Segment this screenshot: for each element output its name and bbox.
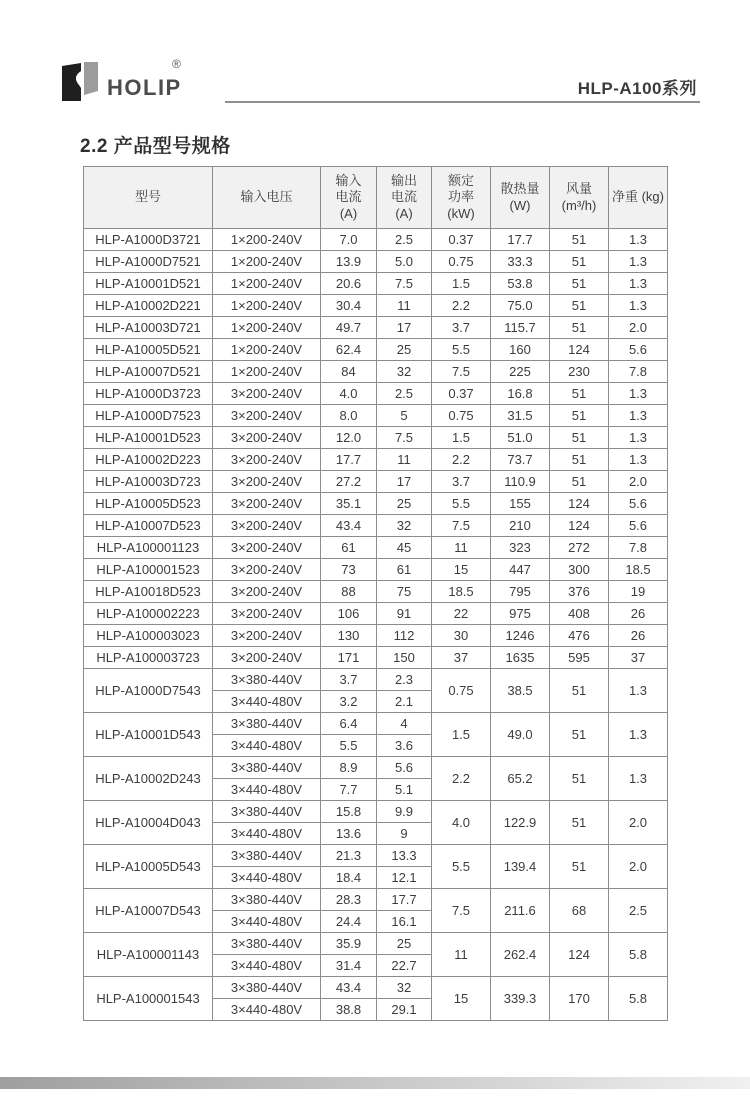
input-current-cell: 5.5: [321, 735, 377, 757]
net-weight-cell: 26: [609, 625, 668, 647]
model-cell: HLP-A1000D7523: [84, 405, 213, 427]
input-current-cell: 3.7: [321, 669, 377, 691]
input-voltage-cell: 1×200-240V: [213, 273, 321, 295]
airflow-cell: 51: [550, 405, 609, 427]
airflow-cell: 124: [550, 493, 609, 515]
output-current-cell: 2.5: [377, 229, 432, 251]
rated-power-cell: 5.5: [432, 339, 491, 361]
model-cell: HLP-A1000D3721: [84, 229, 213, 251]
table-row: [84, 273, 668, 295]
net-weight-cell: 1.3: [609, 757, 668, 801]
net-weight-cell: 2.0: [609, 317, 668, 339]
input-voltage-cell: 1×200-240V: [213, 229, 321, 251]
input-current-cell: 30.4: [321, 295, 377, 317]
airflow-cell: 51: [550, 471, 609, 493]
input-current-cell: 12.0: [321, 427, 377, 449]
airflow-cell: 51: [550, 383, 609, 405]
table-row: [84, 471, 668, 493]
heat-dissipation-cell: 38.5: [491, 669, 550, 713]
rated-power-cell: 11: [432, 537, 491, 559]
model-cell: HLP-A10005D521: [84, 339, 213, 361]
output-current-cell: 9.9: [377, 801, 432, 823]
input-voltage-cell: 3×200-240V: [213, 383, 321, 405]
input-voltage-cell: 3×380-440V: [213, 889, 321, 911]
airflow-cell: 51: [550, 713, 609, 757]
table-row: [84, 647, 668, 669]
output-current-cell: 25: [377, 933, 432, 955]
table-row: [84, 449, 668, 471]
column-header-7: 净重 (kg): [609, 167, 668, 229]
model-cell: HLP-A100002223: [84, 603, 213, 625]
output-current-cell: 17: [377, 471, 432, 493]
column-header-6: 风量 (m³/h): [550, 167, 609, 229]
output-current-cell: 17.7: [377, 889, 432, 911]
model-cell: HLP-A10018D523: [84, 581, 213, 603]
output-current-cell: 9: [377, 823, 432, 845]
heat-dissipation-cell: 51.0: [491, 427, 550, 449]
airflow-cell: 170: [550, 977, 609, 1021]
rated-power-cell: 0.75: [432, 251, 491, 273]
rated-power-cell: 3.7: [432, 317, 491, 339]
input-voltage-cell: 3×440-480V: [213, 823, 321, 845]
input-voltage-cell: 3×440-480V: [213, 911, 321, 933]
table-row: [84, 889, 668, 911]
input-current-cell: 3.2: [321, 691, 377, 713]
output-current-cell: 91: [377, 603, 432, 625]
net-weight-cell: 18.5: [609, 559, 668, 581]
net-weight-cell: 1.3: [609, 405, 668, 427]
input-current-cell: 27.2: [321, 471, 377, 493]
airflow-cell: 51: [550, 757, 609, 801]
input-current-cell: 88: [321, 581, 377, 603]
airflow-cell: 124: [550, 515, 609, 537]
input-current-cell: 13.6: [321, 823, 377, 845]
model-cell: HLP-A10002D243: [84, 757, 213, 801]
table-row: [84, 405, 668, 427]
heat-dissipation-cell: 49.0: [491, 713, 550, 757]
output-current-cell: 2.3: [377, 669, 432, 691]
table-row: [84, 383, 668, 405]
airflow-cell: 51: [550, 427, 609, 449]
input-voltage-cell: 3×200-240V: [213, 471, 321, 493]
model-cell: HLP-A10003D723: [84, 471, 213, 493]
input-current-cell: 171: [321, 647, 377, 669]
input-current-cell: 7.7: [321, 779, 377, 801]
spec-table-head: [84, 167, 668, 229]
output-current-cell: 11: [377, 449, 432, 471]
rated-power-cell: 15: [432, 977, 491, 1021]
column-header-0: 型号: [84, 167, 213, 229]
input-current-cell: 35.9: [321, 933, 377, 955]
model-cell: HLP-A10005D543: [84, 845, 213, 889]
model-cell: HLP-A10004D043: [84, 801, 213, 845]
table-row: [84, 757, 668, 779]
input-voltage-cell: 3×200-240V: [213, 405, 321, 427]
heat-dissipation-cell: 795: [491, 581, 550, 603]
output-current-cell: 7.5: [377, 273, 432, 295]
output-current-cell: 5.6: [377, 757, 432, 779]
input-voltage-cell: 3×200-240V: [213, 625, 321, 647]
input-voltage-cell: 3×200-240V: [213, 537, 321, 559]
heat-dissipation-cell: 65.2: [491, 757, 550, 801]
table-row: [84, 339, 668, 361]
airflow-cell: 476: [550, 625, 609, 647]
airflow-cell: 51: [550, 317, 609, 339]
input-voltage-cell: 3×380-440V: [213, 757, 321, 779]
rated-power-cell: 7.5: [432, 515, 491, 537]
rated-power-cell: 1.5: [432, 273, 491, 295]
net-weight-cell: 19: [609, 581, 668, 603]
input-current-cell: 49.7: [321, 317, 377, 339]
airflow-cell: 51: [550, 449, 609, 471]
table-row: [84, 845, 668, 867]
rated-power-cell: 2.2: [432, 295, 491, 317]
column-header-3: 输出 电流 (A): [377, 167, 432, 229]
output-current-cell: 32: [377, 515, 432, 537]
airflow-cell: 124: [550, 933, 609, 977]
model-cell: HLP-A1000D3723: [84, 383, 213, 405]
table-row: [84, 933, 668, 955]
heat-dissipation-cell: 31.5: [491, 405, 550, 427]
model-cell: HLP-A10001D523: [84, 427, 213, 449]
input-voltage-cell: 3×440-480V: [213, 867, 321, 889]
input-voltage-cell: 3×200-240V: [213, 603, 321, 625]
model-cell: HLP-A10001D521: [84, 273, 213, 295]
output-current-cell: 7.5: [377, 427, 432, 449]
heat-dissipation-cell: 1246: [491, 625, 550, 647]
net-weight-cell: 2.0: [609, 471, 668, 493]
column-header-2: 输入 电流 (A): [321, 167, 377, 229]
model-cell: HLP-A100001143: [84, 933, 213, 977]
input-current-cell: 38.8: [321, 999, 377, 1021]
input-current-cell: 18.4: [321, 867, 377, 889]
airflow-cell: 408: [550, 603, 609, 625]
net-weight-cell: 7.8: [609, 361, 668, 383]
airflow-cell: 51: [550, 845, 609, 889]
airflow-cell: 272: [550, 537, 609, 559]
output-current-cell: 5.1: [377, 779, 432, 801]
airflow-cell: 51: [550, 295, 609, 317]
rated-power-cell: 2.2: [432, 449, 491, 471]
input-voltage-cell: 3×440-480V: [213, 955, 321, 977]
input-voltage-cell: 3×380-440V: [213, 845, 321, 867]
output-current-cell: 2.1: [377, 691, 432, 713]
input-voltage-cell: 3×380-440V: [213, 933, 321, 955]
airflow-cell: 51: [550, 801, 609, 845]
output-current-cell: 32: [377, 977, 432, 999]
net-weight-cell: 5.6: [609, 493, 668, 515]
net-weight-cell: 5.6: [609, 515, 668, 537]
rated-power-cell: 7.5: [432, 361, 491, 383]
airflow-cell: 124: [550, 339, 609, 361]
airflow-cell: 51: [550, 251, 609, 273]
input-current-cell: 43.4: [321, 515, 377, 537]
heat-dissipation-cell: 155: [491, 493, 550, 515]
input-current-cell: 7.0: [321, 229, 377, 251]
input-voltage-cell: 3×200-240V: [213, 559, 321, 581]
rated-power-cell: 22: [432, 603, 491, 625]
output-current-cell: 2.5: [377, 383, 432, 405]
output-current-cell: 29.1: [377, 999, 432, 1021]
heat-dissipation-cell: 110.9: [491, 471, 550, 493]
net-weight-cell: 1.3: [609, 229, 668, 251]
input-current-cell: 13.9: [321, 251, 377, 273]
model-cell: HLP-A10007D521: [84, 361, 213, 383]
input-current-cell: 62.4: [321, 339, 377, 361]
heat-dissipation-cell: 160: [491, 339, 550, 361]
airflow-cell: 51: [550, 229, 609, 251]
table-row: [84, 317, 668, 339]
spec-table-body: [84, 229, 668, 1021]
net-weight-cell: 1.3: [609, 427, 668, 449]
table-row: [84, 229, 668, 251]
heat-dissipation-cell: 53.8: [491, 273, 550, 295]
footer-gradient-bar: [0, 1077, 750, 1089]
holip-logo: [60, 57, 260, 105]
input-voltage-cell: 3×200-240V: [213, 515, 321, 537]
input-current-cell: 130: [321, 625, 377, 647]
heat-dissipation-cell: 122.9: [491, 801, 550, 845]
rated-power-cell: 0.37: [432, 229, 491, 251]
output-current-cell: 61: [377, 559, 432, 581]
heat-dissipation-cell: 323: [491, 537, 550, 559]
input-current-cell: 61: [321, 537, 377, 559]
model-cell: HLP-A10003D721: [84, 317, 213, 339]
output-current-cell: 75: [377, 581, 432, 603]
table-row: [84, 977, 668, 999]
input-voltage-cell: 1×200-240V: [213, 339, 321, 361]
brand-name: HOLIP: [107, 75, 182, 100]
rated-power-cell: 1.5: [432, 713, 491, 757]
model-cell: HLP-A10007D543: [84, 889, 213, 933]
airflow-cell: 230: [550, 361, 609, 383]
rated-power-cell: 3.7: [432, 471, 491, 493]
model-cell: HLP-A1000D7521: [84, 251, 213, 273]
table-row: [84, 493, 668, 515]
heat-dissipation-cell: 262.4: [491, 933, 550, 977]
heat-dissipation-cell: 211.6: [491, 889, 550, 933]
input-current-cell: 8.9: [321, 757, 377, 779]
rated-power-cell: 7.5: [432, 889, 491, 933]
rated-power-cell: 5.5: [432, 845, 491, 889]
input-voltage-cell: 3×440-480V: [213, 779, 321, 801]
input-voltage-cell: 3×200-240V: [213, 449, 321, 471]
input-current-cell: 6.4: [321, 713, 377, 735]
input-current-cell: 84: [321, 361, 377, 383]
heat-dissipation-cell: 1635: [491, 647, 550, 669]
input-voltage-cell: 3×380-440V: [213, 713, 321, 735]
table-row: [84, 295, 668, 317]
net-weight-cell: 5.6: [609, 339, 668, 361]
heat-dissipation-cell: 447: [491, 559, 550, 581]
net-weight-cell: 26: [609, 603, 668, 625]
input-current-cell: 24.4: [321, 911, 377, 933]
model-cell: HLP-A100001543: [84, 977, 213, 1021]
table-row: [84, 801, 668, 823]
input-voltage-cell: 1×200-240V: [213, 361, 321, 383]
rated-power-cell: 0.37: [432, 383, 491, 405]
rated-power-cell: 37: [432, 647, 491, 669]
output-current-cell: 12.1: [377, 867, 432, 889]
input-voltage-cell: 1×200-240V: [213, 251, 321, 273]
table-row: [84, 713, 668, 735]
column-header-1: 输入电压: [213, 167, 321, 229]
table-row: [84, 427, 668, 449]
spec-table: [83, 166, 668, 1021]
rated-power-cell: 5.5: [432, 493, 491, 515]
input-voltage-cell: 3×200-240V: [213, 427, 321, 449]
input-current-cell: 73: [321, 559, 377, 581]
net-weight-cell: 2.0: [609, 801, 668, 845]
input-current-cell: 31.4: [321, 955, 377, 977]
rated-power-cell: 30: [432, 625, 491, 647]
airflow-cell: 51: [550, 273, 609, 295]
airflow-cell: 376: [550, 581, 609, 603]
input-current-cell: 43.4: [321, 977, 377, 999]
header-row: [84, 167, 668, 229]
output-current-cell: 112: [377, 625, 432, 647]
output-current-cell: 4: [377, 713, 432, 735]
input-voltage-cell: 3×440-480V: [213, 691, 321, 713]
input-current-cell: 28.3: [321, 889, 377, 911]
input-current-cell: 8.0: [321, 405, 377, 427]
airflow-cell: 51: [550, 669, 609, 713]
output-current-cell: 17: [377, 317, 432, 339]
heat-dissipation-cell: 225: [491, 361, 550, 383]
input-voltage-cell: 1×200-240V: [213, 317, 321, 339]
model-cell: HLP-A100003023: [84, 625, 213, 647]
input-voltage-cell: 3×200-240V: [213, 581, 321, 603]
input-voltage-cell: 3×440-480V: [213, 735, 321, 757]
heat-dissipation-cell: 139.4: [491, 845, 550, 889]
input-current-cell: 17.7: [321, 449, 377, 471]
heat-dissipation-cell: 16.8: [491, 383, 550, 405]
net-weight-cell: 2.5: [609, 889, 668, 933]
table-row: [84, 581, 668, 603]
model-cell: HLP-A100001523: [84, 559, 213, 581]
series-title: HLP-A100系列: [577, 79, 697, 98]
net-weight-cell: 1.3: [609, 669, 668, 713]
model-cell: HLP-A10007D523: [84, 515, 213, 537]
output-current-cell: 32: [377, 361, 432, 383]
rated-power-cell: 18.5: [432, 581, 491, 603]
input-voltage-cell: 3×380-440V: [213, 977, 321, 999]
rated-power-cell: 2.2: [432, 757, 491, 801]
table-row: [84, 251, 668, 273]
output-current-cell: 5.0: [377, 251, 432, 273]
table-row: [84, 515, 668, 537]
rated-power-cell: 15: [432, 559, 491, 581]
rated-power-cell: 0.75: [432, 669, 491, 713]
model-cell: HLP-A10002D223: [84, 449, 213, 471]
output-current-cell: 25: [377, 339, 432, 361]
output-current-cell: 22.7: [377, 955, 432, 977]
heat-dissipation-cell: 975: [491, 603, 550, 625]
header-divider: [225, 101, 700, 103]
column-header-5: 散热量 (W): [491, 167, 550, 229]
table-row: [84, 361, 668, 383]
table-row: [84, 537, 668, 559]
net-weight-cell: 1.3: [609, 713, 668, 757]
input-current-cell: 15.8: [321, 801, 377, 823]
rated-power-cell: 11: [432, 933, 491, 977]
model-cell: HLP-A10005D523: [84, 493, 213, 515]
input-current-cell: 106: [321, 603, 377, 625]
input-current-cell: 21.3: [321, 845, 377, 867]
net-weight-cell: 7.8: [609, 537, 668, 559]
registered-trademark-icon: ®: [172, 57, 181, 71]
table-row: [84, 669, 668, 691]
net-weight-cell: 5.8: [609, 977, 668, 1021]
net-weight-cell: 1.3: [609, 449, 668, 471]
airflow-cell: 300: [550, 559, 609, 581]
net-weight-cell: 5.8: [609, 933, 668, 977]
heat-dissipation-cell: 73.7: [491, 449, 550, 471]
output-current-cell: 16.1: [377, 911, 432, 933]
heat-dissipation-cell: 17.7: [491, 229, 550, 251]
model-cell: HLP-A1000D7543: [84, 669, 213, 713]
input-voltage-cell: 3×440-480V: [213, 999, 321, 1021]
net-weight-cell: 1.3: [609, 383, 668, 405]
input-voltage-cell: 3×200-240V: [213, 647, 321, 669]
heat-dissipation-cell: 115.7: [491, 317, 550, 339]
table-row: [84, 625, 668, 647]
model-cell: HLP-A100003723: [84, 647, 213, 669]
airflow-cell: 595: [550, 647, 609, 669]
rated-power-cell: 1.5: [432, 427, 491, 449]
airflow-cell: 68: [550, 889, 609, 933]
net-weight-cell: 2.0: [609, 845, 668, 889]
model-cell: HLP-A100001123: [84, 537, 213, 559]
output-current-cell: 45: [377, 537, 432, 559]
output-current-cell: 13.3: [377, 845, 432, 867]
input-current-cell: 35.1: [321, 493, 377, 515]
model-cell: HLP-A10001D543: [84, 713, 213, 757]
holip-logo-icon: [60, 59, 102, 103]
section-title: 2.2 产品型号规格: [80, 136, 231, 157]
output-current-cell: 11: [377, 295, 432, 317]
input-voltage-cell: 3×380-440V: [213, 669, 321, 691]
rated-power-cell: 0.75: [432, 405, 491, 427]
output-current-cell: 5: [377, 405, 432, 427]
heat-dissipation-cell: 339.3: [491, 977, 550, 1021]
input-voltage-cell: 3×380-440V: [213, 801, 321, 823]
net-weight-cell: 1.3: [609, 273, 668, 295]
heat-dissipation-cell: 210: [491, 515, 550, 537]
rated-power-cell: 4.0: [432, 801, 491, 845]
output-current-cell: 3.6: [377, 735, 432, 757]
model-cell: HLP-A10002D221: [84, 295, 213, 317]
net-weight-cell: 1.3: [609, 295, 668, 317]
heat-dissipation-cell: 33.3: [491, 251, 550, 273]
input-voltage-cell: 3×200-240V: [213, 493, 321, 515]
input-current-cell: 20.6: [321, 273, 377, 295]
table-row: [84, 603, 668, 625]
input-current-cell: 4.0: [321, 383, 377, 405]
output-current-cell: 25: [377, 493, 432, 515]
heat-dissipation-cell: 75.0: [491, 295, 550, 317]
input-voltage-cell: 1×200-240V: [213, 295, 321, 317]
output-current-cell: 150: [377, 647, 432, 669]
net-weight-cell: 37: [609, 647, 668, 669]
column-header-4: 额定 功率 (kW): [432, 167, 491, 229]
net-weight-cell: 1.3: [609, 251, 668, 273]
table-row: [84, 559, 668, 581]
